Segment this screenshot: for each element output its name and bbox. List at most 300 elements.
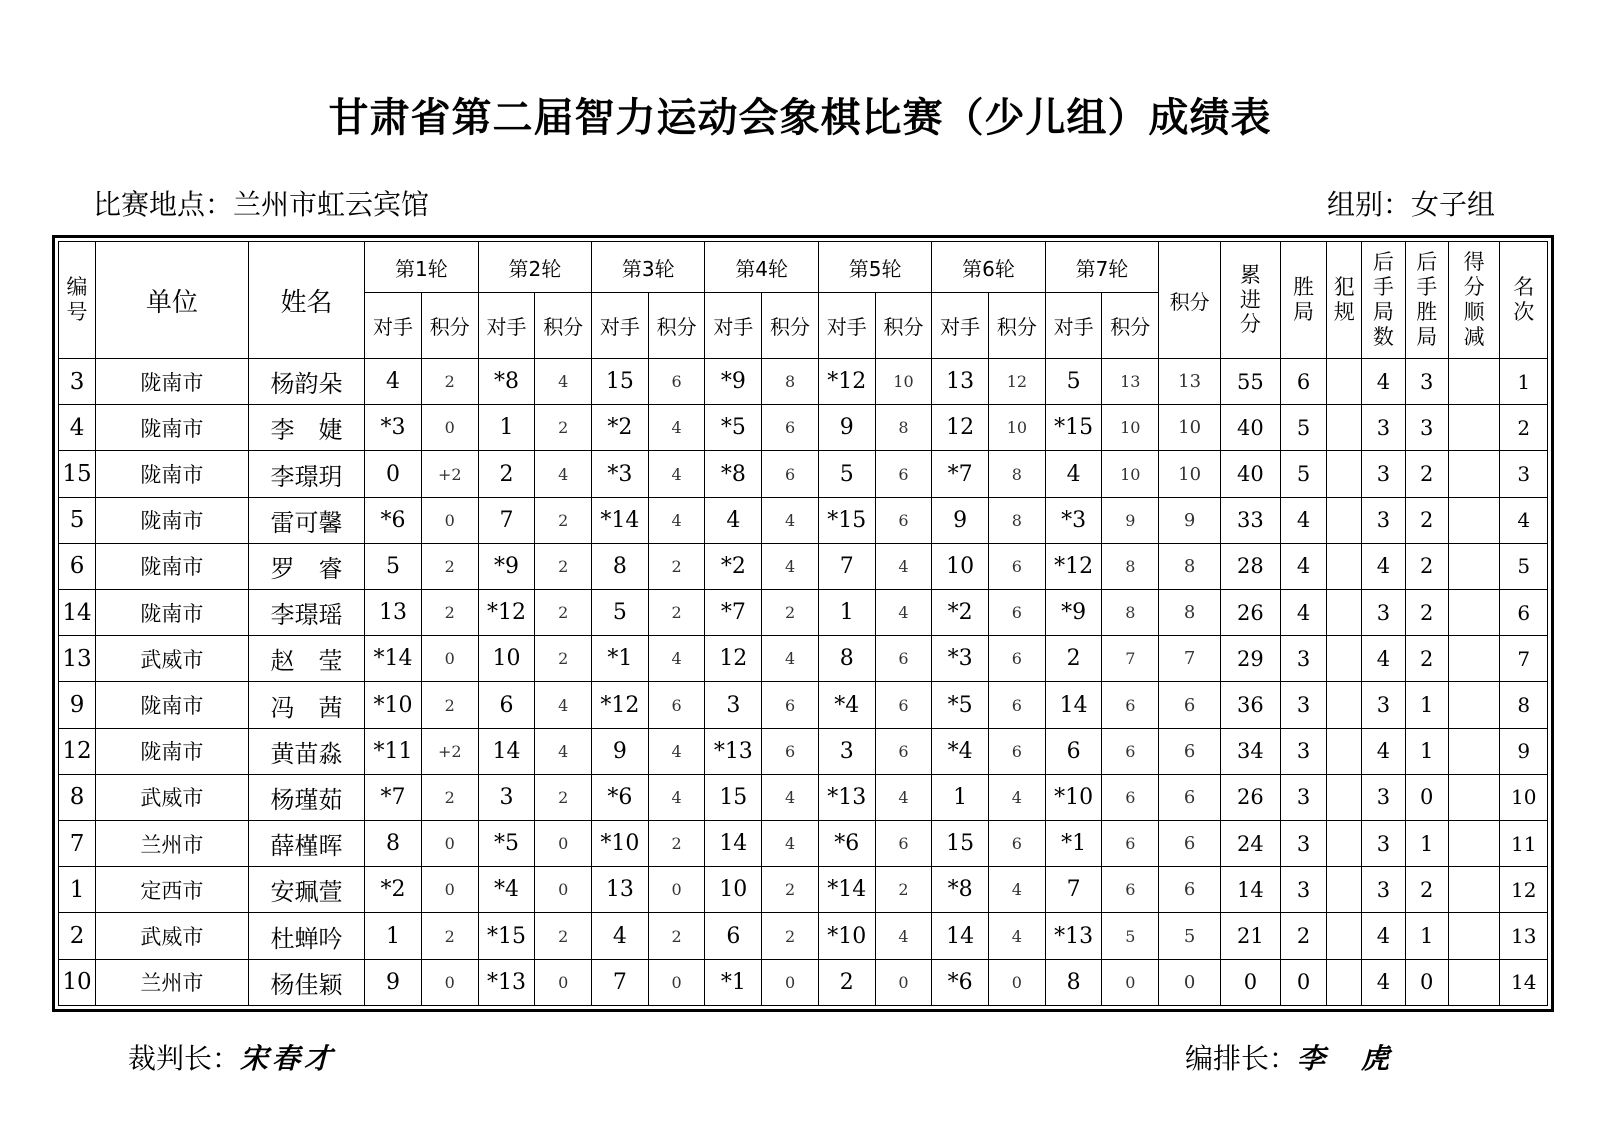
header-round-2-points: 积分: [535, 293, 592, 359]
round-3-points: 4: [648, 774, 705, 820]
score-deduct: [1448, 636, 1500, 682]
second-wins: 3: [1405, 405, 1448, 451]
round-1-points: 0: [421, 497, 478, 543]
fouls: [1327, 359, 1362, 405]
total-points: 6: [1159, 682, 1221, 728]
fouls: [1327, 636, 1362, 682]
round-2-opponent: *8: [478, 359, 535, 405]
round-1-points: 0: [421, 405, 478, 451]
round-2-opponent: *4: [478, 867, 535, 913]
round-2-points: 2: [535, 497, 592, 543]
round-2-points: 4: [535, 728, 592, 774]
header-total: 积分: [1159, 242, 1221, 359]
round-2-points: 2: [535, 543, 592, 589]
round-7-opponent: *9: [1045, 590, 1102, 636]
chief-referee-name: 宋春才: [240, 1042, 337, 1075]
round-4-points: 4: [762, 636, 819, 682]
round-2-opponent: 2: [478, 451, 535, 497]
rank: 11: [1500, 821, 1548, 867]
round-4-points: 6: [762, 451, 819, 497]
second-wins: 1: [1405, 913, 1448, 959]
round-3-opponent: 8: [592, 543, 649, 589]
cumulative-score: 14: [1221, 867, 1281, 913]
round-4-opponent: 12: [705, 636, 762, 682]
chief-referee-signature: [128, 1037, 336, 1077]
score-deduct: [1448, 959, 1500, 1005]
score-deduct: [1448, 728, 1500, 774]
round-3-opponent: *6: [592, 774, 649, 820]
round-2-opponent: *9: [478, 543, 535, 589]
header-round-6: 第6轮: [932, 242, 1045, 293]
round-6-opponent: 1: [932, 774, 989, 820]
cumulative-score: 33: [1221, 497, 1281, 543]
round-7-opponent: 8: [1045, 959, 1102, 1005]
wins: 2: [1280, 913, 1326, 959]
wins: 4: [1280, 497, 1326, 543]
round-1-points: 2: [421, 682, 478, 728]
header-round-4-opponent: 对手: [705, 293, 762, 359]
second-wins: 2: [1405, 867, 1448, 913]
total-points: 10: [1159, 451, 1221, 497]
second-games: 4: [1362, 913, 1405, 959]
round-7-points: 8: [1102, 543, 1159, 589]
round-1-opponent: *7: [365, 774, 422, 820]
total-points: 9: [1159, 497, 1221, 543]
round-2-points: 4: [535, 451, 592, 497]
round-6-opponent: 14: [932, 913, 989, 959]
round-6-opponent: *7: [932, 451, 989, 497]
round-2-opponent: *13: [478, 959, 535, 1005]
round-1-opponent: 13: [365, 590, 422, 636]
round-4-points: 4: [762, 497, 819, 543]
rank: 12: [1500, 867, 1548, 913]
round-1-opponent: 0: [365, 451, 422, 497]
header-second-games: 后 手 局 数: [1362, 242, 1405, 359]
rank: 8: [1500, 682, 1548, 728]
round-6-opponent: *8: [932, 867, 989, 913]
round-3-opponent: 4: [592, 913, 649, 959]
total-points: 6: [1159, 821, 1221, 867]
round-7-opponent: 6: [1045, 728, 1102, 774]
player-name: 赵 莹: [248, 636, 365, 682]
player-unit: 兰州市: [96, 959, 249, 1005]
round-7-points: 6: [1102, 867, 1159, 913]
round-5-opponent: *4: [818, 682, 875, 728]
cumulative-score: 29: [1221, 636, 1281, 682]
score-deduct: [1448, 497, 1500, 543]
round-3-points: 6: [648, 682, 705, 728]
fouls: [1327, 913, 1362, 959]
table-row: [59, 405, 1548, 451]
round-6-points: 6: [989, 543, 1046, 589]
round-4-opponent: 10: [705, 867, 762, 913]
round-5-points: 4: [875, 590, 932, 636]
cumulative-score: 24: [1221, 821, 1281, 867]
round-5-points: 6: [875, 821, 932, 867]
round-5-opponent: 7: [818, 543, 875, 589]
round-6-points: 12: [989, 359, 1046, 405]
round-5-points: 4: [875, 913, 932, 959]
round-4-opponent: 15: [705, 774, 762, 820]
round-1-opponent: *2: [365, 867, 422, 913]
round-1-points: 2: [421, 913, 478, 959]
round-2-points: 2: [535, 913, 592, 959]
player-name: 罗 睿: [248, 543, 365, 589]
player-unit: 武威市: [96, 636, 249, 682]
round-3-points: 4: [648, 451, 705, 497]
player-id: 1: [59, 867, 96, 913]
round-3-points: 4: [648, 405, 705, 451]
round-2-points: 4: [535, 682, 592, 728]
round-6-points: 8: [989, 451, 1046, 497]
round-5-points: 10: [875, 359, 932, 405]
round-6-opponent: *4: [932, 728, 989, 774]
round-1-points: 0: [421, 821, 478, 867]
round-2-opponent: *15: [478, 913, 535, 959]
round-1-points: +2: [421, 728, 478, 774]
score-deduct: [1448, 867, 1500, 913]
round-7-points: 6: [1102, 821, 1159, 867]
header-round-7: 第7轮: [1045, 242, 1158, 293]
round-1-opponent: *11: [365, 728, 422, 774]
total-points: 5: [1159, 913, 1221, 959]
player-id: 13: [59, 636, 96, 682]
table-row: [59, 913, 1548, 959]
player-name: 李璟玥: [248, 451, 365, 497]
second-games: 3: [1362, 497, 1405, 543]
player-name: 杨佳颖: [248, 959, 365, 1005]
round-6-points: 4: [989, 774, 1046, 820]
rank: 2: [1500, 405, 1548, 451]
round-3-points: 4: [648, 497, 705, 543]
table-row: [59, 497, 1548, 543]
round-4-points: 6: [762, 682, 819, 728]
score-deduct: [1448, 590, 1500, 636]
player-unit: 武威市: [96, 913, 249, 959]
header-wins: 胜 局: [1280, 242, 1326, 359]
round-4-opponent: 3: [705, 682, 762, 728]
round-6-points: 10: [989, 405, 1046, 451]
second-games: 4: [1362, 959, 1405, 1005]
round-3-opponent: *12: [592, 682, 649, 728]
round-5-points: 2: [875, 867, 932, 913]
player-name: 李 婕: [248, 405, 365, 451]
score-deduct: [1448, 774, 1500, 820]
wins: 3: [1280, 821, 1326, 867]
cumulative-score: 0: [1221, 959, 1281, 1005]
cumulative-score: 40: [1221, 451, 1281, 497]
round-6-opponent: *5: [932, 682, 989, 728]
player-unit: 陇南市: [96, 359, 249, 405]
round-4-opponent: 14: [705, 821, 762, 867]
round-1-opponent: *10: [365, 682, 422, 728]
round-3-opponent: *14: [592, 497, 649, 543]
second-games: 3: [1362, 405, 1405, 451]
header-round-2-opponent: 对手: [478, 293, 535, 359]
player-id: 2: [59, 913, 96, 959]
round-6-points: 8: [989, 497, 1046, 543]
round-4-points: 2: [762, 867, 819, 913]
round-5-opponent: *14: [818, 867, 875, 913]
round-5-points: 8: [875, 405, 932, 451]
round-2-points: 2: [535, 774, 592, 820]
round-5-points: 6: [875, 451, 932, 497]
group-label: 组别：女子组: [1326, 188, 1495, 221]
round-5-opponent: *6: [818, 821, 875, 867]
fouls: [1327, 821, 1362, 867]
player-id: 15: [59, 451, 96, 497]
round-3-opponent: 9: [592, 728, 649, 774]
second-wins: 2: [1405, 451, 1448, 497]
player-unit: 武威市: [96, 774, 249, 820]
round-2-points: 0: [535, 867, 592, 913]
rank: 5: [1500, 543, 1548, 589]
rank: 7: [1500, 636, 1548, 682]
round-2-opponent: *12: [478, 590, 535, 636]
round-1-points: 2: [421, 774, 478, 820]
wins: 3: [1280, 728, 1326, 774]
round-5-opponent: 8: [818, 636, 875, 682]
header-round-7-opponent: 对手: [1045, 293, 1102, 359]
score-deduct: [1448, 451, 1500, 497]
header-round-3-points: 积分: [648, 293, 705, 359]
round-4-points: 0: [762, 959, 819, 1005]
round-4-opponent: *2: [705, 543, 762, 589]
round-6-opponent: 13: [932, 359, 989, 405]
player-unit: 陇南市: [96, 497, 249, 543]
round-2-points: 0: [535, 821, 592, 867]
table-row: [59, 959, 1548, 1005]
cumulative-score: 55: [1221, 359, 1281, 405]
round-5-opponent: 3: [818, 728, 875, 774]
second-wins: 1: [1405, 728, 1448, 774]
round-7-points: 0: [1102, 959, 1159, 1005]
round-7-points: 9: [1102, 497, 1159, 543]
player-name: 杨韵朵: [248, 359, 365, 405]
player-unit: 陇南市: [96, 405, 249, 451]
round-5-opponent: *10: [818, 913, 875, 959]
header-round-4: 第4轮: [705, 242, 818, 293]
table-row: [59, 359, 1548, 405]
round-1-opponent: *6: [365, 497, 422, 543]
round-7-opponent: *15: [1045, 405, 1102, 451]
header-round-7-points: 积分: [1102, 293, 1159, 359]
rank: 6: [1500, 590, 1548, 636]
header-score-deduct: 得 分 顺 减: [1448, 242, 1500, 359]
fouls: [1327, 405, 1362, 451]
player-name: 冯 茜: [248, 682, 365, 728]
round-1-opponent: 5: [365, 543, 422, 589]
round-4-points: 4: [762, 821, 819, 867]
round-5-opponent: 5: [818, 451, 875, 497]
round-4-opponent: *13: [705, 728, 762, 774]
round-7-points: 6: [1102, 728, 1159, 774]
round-7-opponent: *3: [1045, 497, 1102, 543]
fouls: [1327, 867, 1362, 913]
round-5-opponent: *13: [818, 774, 875, 820]
table-row: [59, 451, 1548, 497]
header-round-3: 第3轮: [592, 242, 705, 293]
rank: 1: [1500, 359, 1548, 405]
wins: 3: [1280, 867, 1326, 913]
rank: 3: [1500, 451, 1548, 497]
header-round-4-points: 积分: [762, 293, 819, 359]
player-unit: 陇南市: [96, 543, 249, 589]
cumulative-score: 26: [1221, 590, 1281, 636]
second-games: 3: [1362, 451, 1405, 497]
round-1-points: +2: [421, 451, 478, 497]
header-round-5: 第5轮: [818, 242, 931, 293]
round-2-opponent: 7: [478, 497, 535, 543]
page-title: 甘肃省第二届智力运动会象棋比赛（少儿组）成绩表: [328, 95, 1272, 141]
round-6-points: 6: [989, 636, 1046, 682]
score-deduct: [1448, 359, 1500, 405]
player-id: 12: [59, 728, 96, 774]
round-7-points: 10: [1102, 451, 1159, 497]
round-7-points: 10: [1102, 405, 1159, 451]
wins: 3: [1280, 682, 1326, 728]
round-4-opponent: *1: [705, 959, 762, 1005]
round-1-points: 0: [421, 867, 478, 913]
round-4-opponent: 4: [705, 497, 762, 543]
score-deduct: [1448, 682, 1500, 728]
round-1-opponent: 9: [365, 959, 422, 1005]
round-2-opponent: 10: [478, 636, 535, 682]
header-round-6-opponent: 对手: [932, 293, 989, 359]
player-name: 杨瑾茹: [248, 774, 365, 820]
wins: 3: [1280, 774, 1326, 820]
player-id: 8: [59, 774, 96, 820]
player-id: 9: [59, 682, 96, 728]
round-7-opponent: *13: [1045, 913, 1102, 959]
round-5-points: 6: [875, 497, 932, 543]
round-7-points: 8: [1102, 590, 1159, 636]
table-row: [59, 636, 1548, 682]
round-2-points: 2: [535, 636, 592, 682]
round-4-opponent: *8: [705, 451, 762, 497]
round-6-opponent: 12: [932, 405, 989, 451]
wins: 5: [1280, 405, 1326, 451]
player-id: 6: [59, 543, 96, 589]
header-id: 编 号: [59, 242, 96, 359]
round-5-points: 6: [875, 636, 932, 682]
header-round-1-points: 积分: [421, 293, 478, 359]
scheduler-label: 编排长：: [1185, 1042, 1298, 1075]
header-fouls: 犯 规: [1327, 242, 1362, 359]
score-deduct: [1448, 913, 1500, 959]
round-4-points: 2: [762, 913, 819, 959]
round-1-opponent: *14: [365, 636, 422, 682]
rank: 9: [1500, 728, 1548, 774]
rank: 13: [1500, 913, 1548, 959]
table-row: [59, 543, 1548, 589]
round-2-opponent: 14: [478, 728, 535, 774]
round-5-points: 0: [875, 959, 932, 1005]
table-row: [59, 774, 1548, 820]
table-row: [59, 682, 1548, 728]
round-3-points: 2: [648, 590, 705, 636]
round-7-points: 13: [1102, 359, 1159, 405]
table-row: [59, 867, 1548, 913]
round-7-opponent: *1: [1045, 821, 1102, 867]
cumulative-score: 36: [1221, 682, 1281, 728]
total-points: 8: [1159, 543, 1221, 589]
player-name: 杜蝉吟: [248, 913, 365, 959]
round-3-opponent: 7: [592, 959, 649, 1005]
round-1-points: 0: [421, 959, 478, 1005]
total-points: 6: [1159, 728, 1221, 774]
round-6-opponent: 15: [932, 821, 989, 867]
header-round-3-opponent: 对手: [592, 293, 649, 359]
round-6-opponent: 9: [932, 497, 989, 543]
second-games: 3: [1362, 590, 1405, 636]
player-unit: 陇南市: [96, 590, 249, 636]
round-3-points: 2: [648, 913, 705, 959]
round-7-points: 7: [1102, 636, 1159, 682]
player-unit: 陇南市: [96, 682, 249, 728]
round-6-points: 6: [989, 682, 1046, 728]
rank: 4: [1500, 497, 1548, 543]
header-round-5-points: 积分: [875, 293, 932, 359]
second-wins: 3: [1405, 359, 1448, 405]
player-id: 5: [59, 497, 96, 543]
round-4-points: 4: [762, 774, 819, 820]
round-1-opponent: 8: [365, 821, 422, 867]
player-name: 李璟瑶: [248, 590, 365, 636]
round-4-opponent: 6: [705, 913, 762, 959]
round-6-points: 6: [989, 590, 1046, 636]
round-6-opponent: *3: [932, 636, 989, 682]
fouls: [1327, 774, 1362, 820]
second-games: 4: [1362, 636, 1405, 682]
round-5-points: 4: [875, 543, 932, 589]
round-7-points: 6: [1102, 682, 1159, 728]
round-1-points: 2: [421, 590, 478, 636]
round-3-opponent: 15: [592, 359, 649, 405]
round-7-opponent: 2: [1045, 636, 1102, 682]
round-7-points: 6: [1102, 774, 1159, 820]
player-unit: 定西市: [96, 867, 249, 913]
header-round-5-opponent: 对手: [818, 293, 875, 359]
round-4-points: 6: [762, 405, 819, 451]
total-points: 6: [1159, 774, 1221, 820]
round-6-points: 6: [989, 821, 1046, 867]
player-id: 7: [59, 821, 96, 867]
round-5-points: 6: [875, 682, 932, 728]
header-round-6-points: 积分: [989, 293, 1046, 359]
round-3-points: 4: [648, 636, 705, 682]
venue-label: 比赛地点：兰州市虹云宾馆: [93, 188, 430, 221]
second-games: 4: [1362, 543, 1405, 589]
second-wins: 2: [1405, 543, 1448, 589]
score-deduct: [1448, 821, 1500, 867]
second-wins: 0: [1405, 959, 1448, 1005]
player-unit: 兰州市: [96, 821, 249, 867]
cumulative-score: 26: [1221, 774, 1281, 820]
round-4-opponent: *5: [705, 405, 762, 451]
second-games: 3: [1362, 682, 1405, 728]
round-1-points: 2: [421, 543, 478, 589]
total-points: 7: [1159, 636, 1221, 682]
header-rank: 名 次: [1500, 242, 1548, 359]
round-7-opponent: 4: [1045, 451, 1102, 497]
header-round-2: 第2轮: [478, 242, 591, 293]
round-3-points: 0: [648, 867, 705, 913]
round-7-opponent: *12: [1045, 543, 1102, 589]
round-7-opponent: 14: [1045, 682, 1102, 728]
round-1-opponent: 1: [365, 913, 422, 959]
chief-referee-label: 裁判长：: [128, 1042, 241, 1075]
